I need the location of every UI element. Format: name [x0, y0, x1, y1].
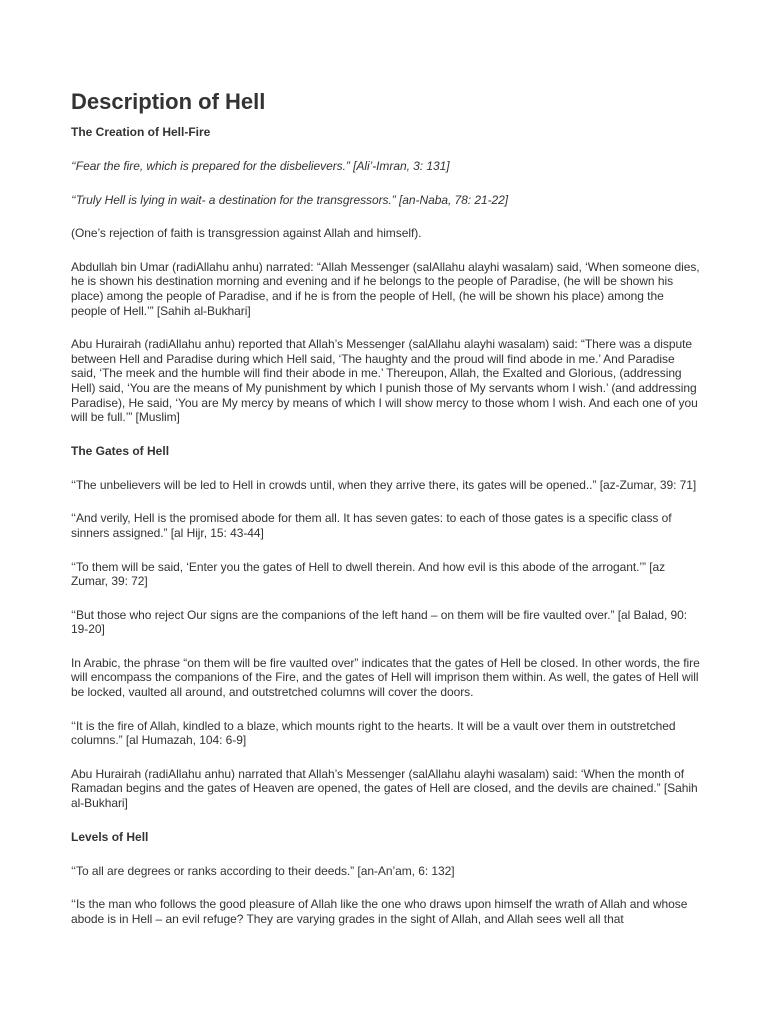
- paragraph: ‘‘And verily, Hell is the promised abode for them all. It has seven gates: to each of those gates is a specific class of sinners assigned.” [al Hijr, 15: 43-44]: [71, 511, 672, 540]
- paragraph: (One’s rejection of faith is transgression against Allah and himself).: [71, 226, 422, 241]
- section-heading: Levels of Hell: [71, 829, 149, 844]
- section-gates-of-hell: [71, 444, 701, 811]
- section-levels-of-hell: [71, 830, 701, 927]
- paragraph: Abu Hurairah (radiAllahu anhu) narrated that Allah’s Messenger (salAllahu alayhi wasalam) said: ‘When the month of Ramadan begins and the gates of Heaven are opened, the gates of Hell are closed, and the devils are chained.” [Sahih al-Bukhari]: [71, 766, 698, 811]
- paragraph: ‘‘To them will be said, ‘Enter you the gates of Hell to dwell therein. And how evil is this abode of the arrogant.’” [az Zumar, 39: 72]: [71, 559, 666, 589]
- paragraph: ‘‘The unbelievers will be led to Hell in crowds until, when they arrive there, its gates will be opened..” [az-Zumar, 39: 71]: [71, 477, 697, 492]
- paragraph: In Arabic, the phrase “on them will be fire vaulted over” indicates that the gates of Hell be closed. In other words, the fire will encompass the companions of the Fire, and the gates of Hell will imprison them within. As well, the gates of Hell will be locked, vaulted all around, and outstretched columns will cover the doors.: [71, 655, 700, 700]
- paragraph: Abdullah bin Umar (radiAllahu anhu) narrated: “Allah Messenger (salAllahu alayhi wasalam) said, ‘When someone dies, he is shown his destination morning and evening and if he belongs to the people of Paradise, (he will be shown his place) among the people of Paradise, and if he is from the people of Hell, (he will be shown his place) among the people of Hell.’” [Sahih al-Bukhari]: [71, 259, 700, 318]
- paragraph: ‘‘It is the fire of Allah, kindled to a blaze, which mounts right to the hearts. It will be a vault over them in outstretched columns.” [al Humazah, 104: 6-9]: [71, 718, 676, 748]
- document-page: [71, 88, 701, 945]
- paragraph: Abu Hurairah (radiAllahu anhu) reported that Allah’s Messenger (salAllahu alayhi wasalam) said: “There was a dispute between Hell and Paradise during which Hell said, ‘The haughty and the proud will find abode in me.’ And Paradise said, ‘The meek and the humble will find their abode in me.’ Thereupon, Allah, the Exalted and Glorious, (addressing Hell) said, ‘You are the means of My punishment by which I punish those of My servants whom I wish.’ (and addressing Paradise), He said, ‘You are My mercy by means of which I will show mercy to those whom I wish. And each one of you will be full.’” [Muslim]: [71, 337, 698, 425]
- paragraph: ‘‘Truly Hell is lying in wait- a destination for the transgressors.” [an-Naba, 78: 21-22]: [71, 192, 509, 207]
- page-title: Description of Hell: [71, 89, 266, 114]
- section-heading: The Gates of Hell: [71, 443, 170, 458]
- paragraph: ‘‘To all are degrees or ranks according to their deeds.” [an-An’am, 6: 132]: [71, 863, 455, 878]
- paragraph: ‘‘Fear the fire, which is prepared for the disbelievers.” [Ali’-Imran, 3: 131]: [71, 159, 450, 173]
- section-creation-of-hell-fire: [71, 125, 701, 425]
- paragraph: ‘‘But those who reject Our signs are the companions of the left hand – on them will be fire vaulted over.” [al Balad, 90: 19-20]: [71, 607, 688, 637]
- section-heading: The Creation of Hell-Fire: [71, 125, 211, 139]
- paragraph: ‘‘Is the man who follows the good pleasure of Allah like the one who draws upon himself the wrath of Allah and whose abode is in Hell – an evil refuge? They are varying grades in the sight of Allah, and Allah sees well all that: [71, 897, 688, 926]
